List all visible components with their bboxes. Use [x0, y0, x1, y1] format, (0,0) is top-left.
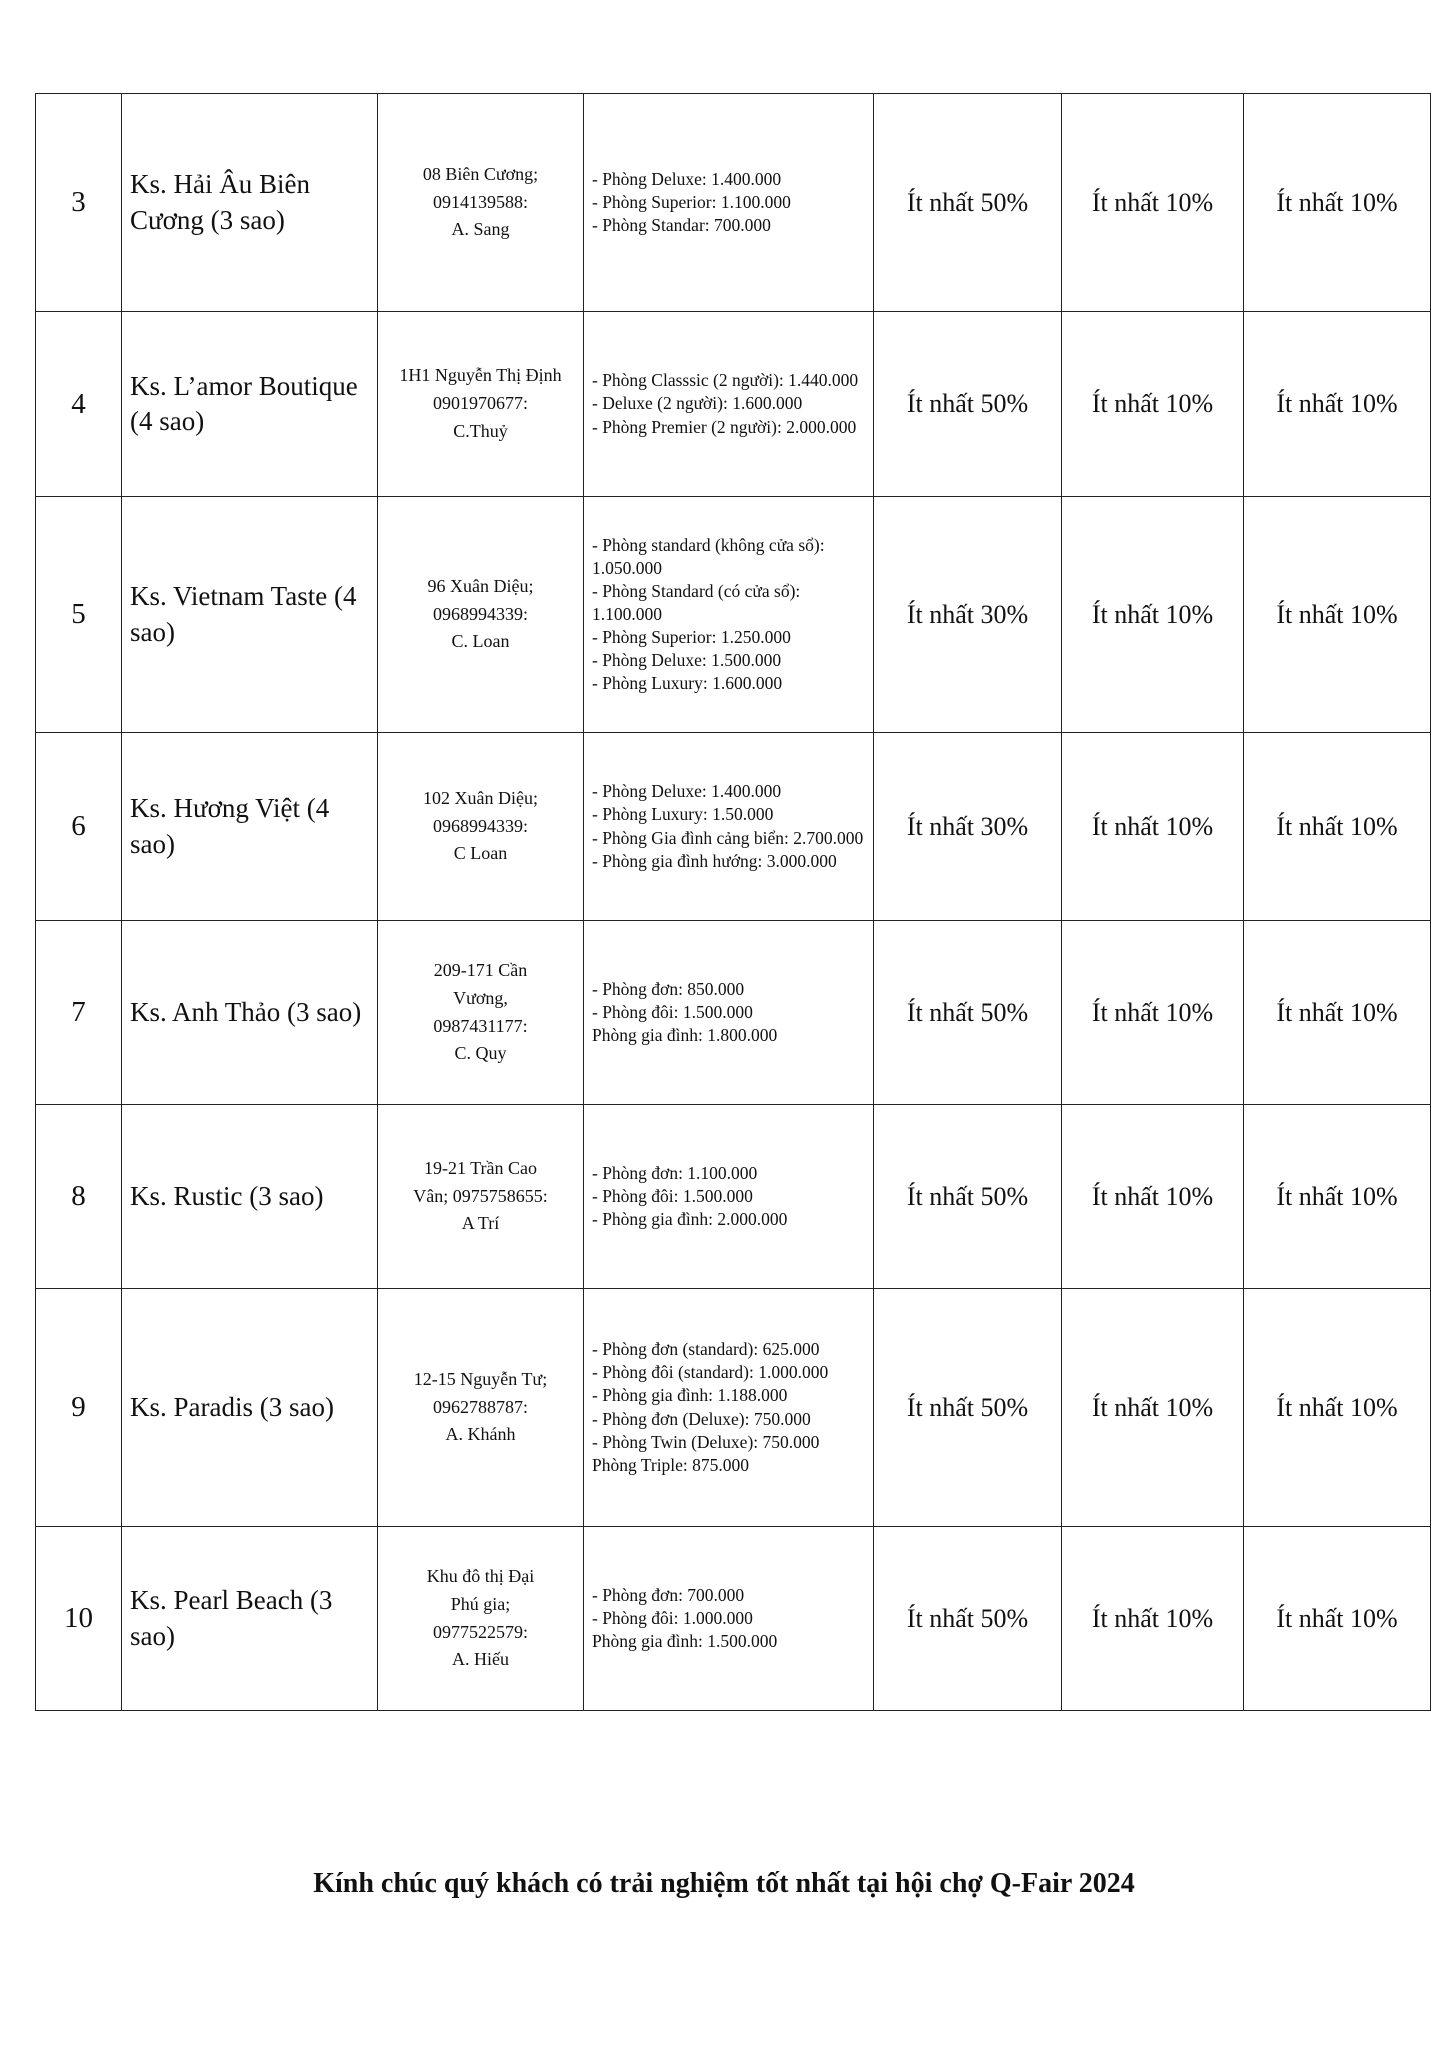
- room-price-item: - Phòng gia đình: 2.000.000: [592, 1209, 788, 1230]
- address-line: 0962788787:: [432, 1396, 528, 1417]
- discount-3: Ít nhất 10%: [1244, 312, 1431, 497]
- address-line: 12-15 Nguyễn Tư;: [413, 1368, 548, 1389]
- hotel-name: [122, 312, 378, 497]
- address-line: 0968994339:: [432, 603, 528, 624]
- table-row: [36, 1289, 1431, 1527]
- address-line: 102 Xuân Diệu;: [423, 787, 538, 808]
- table-row: [36, 94, 1431, 312]
- address-line: 0901970677:: [432, 393, 528, 414]
- room-prices: [584, 1527, 874, 1711]
- discount-3: Ít nhất 10%: [1244, 94, 1431, 312]
- address-line: A. Hiếu: [452, 1649, 509, 1670]
- discount-2: Ít nhất 10%: [1062, 921, 1244, 1105]
- room-price-item: - Phòng gia đình hướng: 3.000.000: [592, 850, 837, 871]
- room-price-item: - Phòng Deluxe: 1.400.000: [592, 168, 782, 189]
- discount-1: Ít nhất 50%: [874, 94, 1062, 312]
- room-price-item: - Phòng Luxury: 1.50.000: [592, 804, 774, 825]
- hotel-address-contact: [378, 497, 584, 733]
- discount-3: Ít nhất 10%: [1244, 733, 1431, 921]
- address-line: 0968994339:: [432, 815, 528, 836]
- row-number: 9: [36, 1289, 122, 1527]
- room-price-item: - Phòng đôi: 1.000.000: [592, 1607, 753, 1628]
- address-line: 0914139588:: [432, 191, 528, 212]
- hotel-address-contact: [378, 1289, 584, 1527]
- hotel-name: [122, 94, 378, 312]
- discount-1: Ít nhất 30%: [874, 733, 1062, 921]
- room-prices: [584, 1289, 874, 1527]
- room-price-item: - Phòng Deluxe: 1.500.000: [592, 650, 782, 671]
- address-line: 08 Biên Cương;: [422, 163, 539, 184]
- hotel-address-contact: [378, 921, 584, 1105]
- room-price-item: - Phòng Standar: 700.000: [592, 215, 771, 236]
- closing-message: Kính chúc quý khách có trải nghiệm tốt nhất tại hội chợ Q-Fair 2024: [313, 1868, 1135, 1899]
- discount-1: Ít nhất 30%: [874, 497, 1062, 733]
- room-prices: [584, 497, 874, 733]
- room-price-item: - Phòng đơn: 700.000: [592, 1584, 745, 1605]
- room-price-item: - Phòng đơn (standard): 625.000: [592, 1339, 820, 1360]
- discount-2: Ít nhất 10%: [1062, 94, 1244, 312]
- discount-1: Ít nhất 50%: [874, 1527, 1062, 1711]
- room-price-item: Phòng gia đình: 1.800.000: [592, 1025, 778, 1046]
- hotel-name-text: Ks. Hải Âu Biên Cương (3 sao): [130, 169, 310, 235]
- discount-1: Ít nhất 50%: [874, 921, 1062, 1105]
- address-line: 0987431177:: [433, 1015, 528, 1036]
- room-price-item: - Deluxe (2 người): 1.600.000: [592, 393, 803, 414]
- room-price-item: - Phòng gia đình: 1.188.000: [592, 1385, 788, 1406]
- hotel-address-contact: [378, 1527, 584, 1711]
- hotel-name-text: Ks. Vietnam Taste (4 sao): [130, 581, 357, 647]
- hotel-name: [122, 1105, 378, 1289]
- discount-2: Ít nhất 10%: [1062, 733, 1244, 921]
- hotel-address-contact: [378, 1105, 584, 1289]
- room-price-item: - Phòng Gia đình cảng biển: 2.700.000: [592, 827, 864, 848]
- hotel-name: [122, 921, 378, 1105]
- address-line: 96 Xuân Diệu;: [427, 575, 534, 596]
- room-price-item: - Phòng Superior: 1.100.000: [592, 191, 791, 212]
- table-row: [36, 921, 1431, 1105]
- room-price-item: - Phòng đơn: 850.000: [592, 978, 745, 999]
- hotel-name-text: Ks. Paradis (3 sao): [130, 1391, 334, 1422]
- discount-3: Ít nhất 10%: [1244, 1527, 1431, 1711]
- hotel-name: [122, 1527, 378, 1711]
- row-number: 5: [36, 497, 122, 733]
- discount-2: Ít nhất 10%: [1062, 1289, 1244, 1527]
- address-line: A. Khánh: [445, 1424, 516, 1445]
- room-price-item: - Phòng Premier (2 người): 2.000.000: [592, 416, 857, 437]
- room-price-item: - Phòng đơn (Deluxe): 750.000: [592, 1408, 811, 1429]
- row-number: 7: [36, 921, 122, 1105]
- address-line: C Loan: [453, 843, 508, 864]
- hotel-table: [35, 93, 1431, 1711]
- room-price-item: - Phòng Superior: 1.250.000: [592, 627, 791, 648]
- room-price-item: - Phòng đơn: 1.100.000: [592, 1162, 758, 1183]
- table-row: [36, 497, 1431, 733]
- table-row: [36, 733, 1431, 921]
- row-number: 6: [36, 733, 122, 921]
- address-line: Vân; 0975758655:: [413, 1185, 548, 1206]
- hotel-address-contact: [378, 733, 584, 921]
- discount-3: Ít nhất 10%: [1244, 497, 1431, 733]
- address-line: Phú gia;: [450, 1593, 511, 1614]
- discount-1: Ít nhất 50%: [874, 1289, 1062, 1527]
- table-row: [36, 1105, 1431, 1289]
- address-line: 0977522579:: [432, 1621, 528, 1642]
- discount-2: Ít nhất 10%: [1062, 497, 1244, 733]
- room-price-item: Phòng gia đình: 1.500.000: [592, 1631, 778, 1652]
- table-row: [36, 312, 1431, 497]
- row-number: 3: [36, 94, 122, 312]
- room-prices: [584, 921, 874, 1105]
- hotel-name-text: Ks. Rustic (3 sao): [130, 1180, 324, 1211]
- hotel-name-text: Ks. Anh Thảo (3 sao): [130, 996, 362, 1027]
- room-price-item: - Phòng Classsic (2 người): 1.440.000: [592, 370, 859, 391]
- discount-3: Ít nhất 10%: [1244, 1105, 1431, 1289]
- address-line: A Trí: [461, 1213, 500, 1234]
- room-prices: [584, 733, 874, 921]
- room-price-item: - Phòng Twin (Deluxe): 750.000: [592, 1431, 820, 1452]
- discount-2: Ít nhất 10%: [1062, 1105, 1244, 1289]
- hotel-table-body: [36, 94, 1431, 1711]
- address-line: A. Sang: [451, 219, 510, 240]
- discount-1: Ít nhất 50%: [874, 1105, 1062, 1289]
- hotel-address-contact: [378, 312, 584, 497]
- address-line: Khu đô thị Đại: [426, 1565, 535, 1586]
- table-row: [36, 1527, 1431, 1711]
- row-number: 4: [36, 312, 122, 497]
- discount-3: Ít nhất 10%: [1244, 921, 1431, 1105]
- room-price-item: - Phòng đôi: 1.500.000: [592, 1001, 753, 1022]
- row-number: 10: [36, 1527, 122, 1711]
- hotel-name-text: Ks. L’amor Boutique (4 sao): [130, 370, 358, 436]
- row-number: 8: [36, 1105, 122, 1289]
- room-prices: [584, 94, 874, 312]
- room-price-item: - Phòng đôi (standard): 1.000.000: [592, 1362, 829, 1383]
- discount-2: Ít nhất 10%: [1062, 1527, 1244, 1711]
- discount-3: Ít nhất 10%: [1244, 1289, 1431, 1527]
- hotel-address-contact: [378, 94, 584, 312]
- address-line: 1H1 Nguyễn Thị Định: [399, 365, 562, 386]
- address-line: 209-171 Cần: [433, 959, 528, 980]
- discount-2: Ít nhất 10%: [1062, 312, 1244, 497]
- hotel-name: [122, 1289, 378, 1527]
- room-price-item: Phòng Triple: 875.000: [592, 1454, 750, 1475]
- room-prices: [584, 1105, 874, 1289]
- room-price-item: - Phòng Deluxe: 1.400.000: [592, 781, 782, 802]
- address-line: C.Thuỷ: [453, 420, 508, 441]
- address-line: 19-21 Trần Cao: [423, 1157, 537, 1178]
- address-line: Vương,: [453, 987, 508, 1008]
- hotel-name: [122, 733, 378, 921]
- hotel-name-text: Ks. Pearl Beach (3 sao): [130, 1585, 333, 1651]
- room-price-item: - Phòng Luxury: 1.600.000: [592, 673, 783, 694]
- room-price-item: - Phòng đôi: 1.500.000: [592, 1185, 753, 1206]
- room-prices: [584, 312, 874, 497]
- hotel-name-text: Ks. Hương Việt (4 sao): [130, 793, 330, 859]
- address-line: C. Loan: [451, 631, 510, 652]
- room-price-item: - Phòng standard (không cửa sổ): 1.050.000: [592, 534, 825, 578]
- room-price-item: - Phòng Standard (có cửa sổ): 1.100.000: [592, 580, 801, 624]
- hotel-name: [122, 497, 378, 733]
- address-line: C. Quy: [454, 1043, 507, 1064]
- discount-1: Ít nhất 50%: [874, 312, 1062, 497]
